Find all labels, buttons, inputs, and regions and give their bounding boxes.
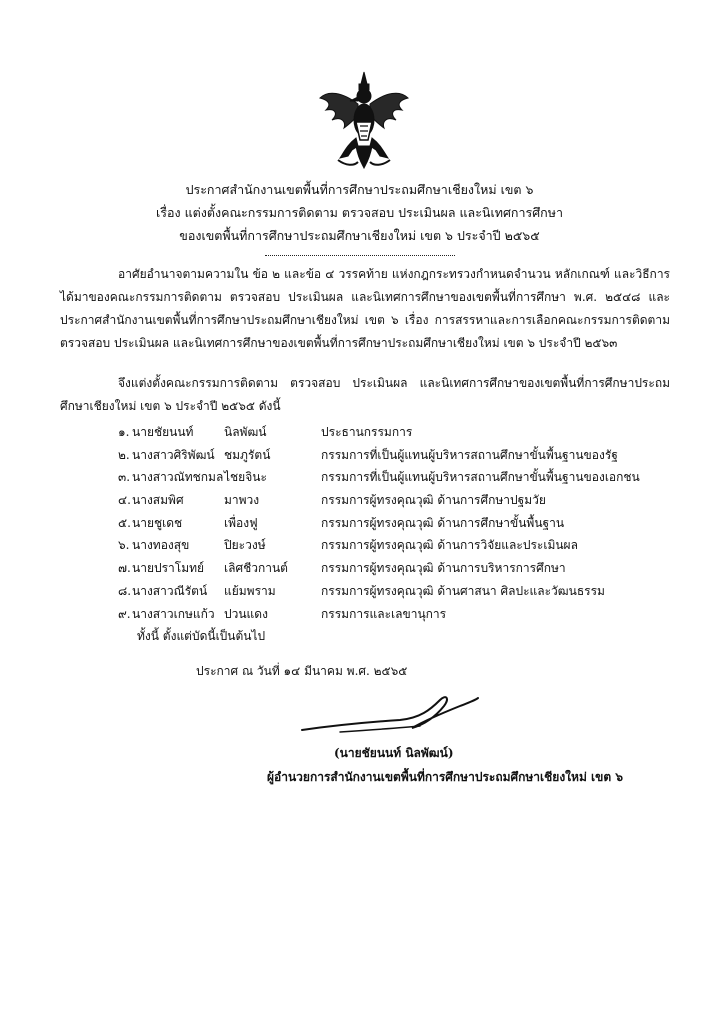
signatory-name: (นายชัยนนท์ นิลพัฒน์) (334, 746, 454, 760)
member-role: กรรมการที่เป็นผู้แทนผู้บริหารสถานศึกษาขั้นพื้นฐานของเอกชน (321, 470, 640, 485)
member-number: ๔. (118, 493, 131, 508)
garuda-emblem-icon (318, 70, 410, 170)
member-lastname: เพื่องฟู (224, 515, 258, 530)
member-firstname: นางสาวเกษแก้ว (132, 606, 215, 621)
member-number: ๗. (118, 561, 131, 576)
member-firstname: นายชูเดช (132, 515, 183, 530)
member-number: ๒. (118, 447, 130, 462)
member-row (118, 512, 640, 535)
member-number: ๓. (118, 470, 131, 485)
member-lastname: ชมภูรัตน์ (224, 447, 271, 462)
member-role: กรรมการผู้ทรงคุณวุฒิ ด้านศาสนา ศิลปะและวัฒนธรรม (321, 583, 605, 598)
announcement-subject-cont: ของเขตพื้นที่การศึกษาประถมศึกษาเชียงใหม่ เขต ๖ ประจำปี ๒๕๖๕ (179, 228, 540, 243)
member-number: ๙. (118, 606, 131, 621)
signature-icon (300, 690, 480, 750)
member-row (118, 489, 640, 512)
member-firstname: นายปราโมทย์ (132, 561, 205, 576)
member-lastname: มาพวง (224, 493, 260, 508)
member-row (118, 603, 640, 626)
body-paragraph-2 (60, 372, 670, 418)
announcement-date: ประกาศ ณ วันที่ ๑๔ มีนาคม พ.ศ. ๒๕๖๕ (196, 664, 408, 678)
member-role: กรรมการที่เป็นผู้แทนผู้บริหารสถานศึกษาขั้นพื้นฐานของรัฐ (321, 447, 618, 462)
body-paragraph-1 (60, 263, 670, 355)
member-role: กรรมการผู้ทรงคุณวุฒิ ด้านการวิจัยและประเมินผล (321, 538, 578, 553)
member-lastname: เลิศชีวกานต์ (224, 561, 288, 576)
member-lastname: ไชยจินะ (224, 470, 267, 485)
member-firstname: นางสาวณีรัตน์ (132, 583, 208, 598)
member-firstname: นายชัยนนท์ (132, 425, 194, 439)
member-firstname: นางสมพิศ (132, 493, 184, 508)
member-row (118, 444, 640, 467)
member-list (118, 421, 640, 625)
member-role: ประธานกรรมการ (321, 425, 413, 439)
member-role: กรรมการและเลขานุการ (321, 606, 447, 621)
announcement-subject: เรื่อง แต่งตั้งคณะกรรมการติดตาม ตรวจสอบ ประเมินผล และนิเทศการศึกษา (156, 205, 563, 220)
title-separator (265, 255, 455, 256)
effective-statement: ทั้งนี้ ตั้งแต่บัดนี้เป็นต้นไป (137, 629, 266, 643)
body-paragraph-1-text: อาศัยอำนาจตามความใน ข้อ ๒ และข้อ ๔ วรรคท้าย แห่งกฎกระทรวงกำหนดจำนวน หลักเกณฑ์ และวิธีการได้มาของคณะกรรมการติดตาม ตรวจสอบ ประเมินผล และนิเทศการศึกษาของเขตพื้นที่การศึกษา พ.ศ. ๒๕๔๘ และประกาศสำนักงานเขตพื้นที่การศึกษาประถมศึกษาเชียงใหม่ เขต ๖ เรื่อง การสรรหาและการเลือกคณะกรรมการติดตาม ตรวจสอบ ประเมินผล และนิเทศการศึกษาของเขตพื้นที่การศึกษาประถมศึกษาเชียงใหม่ เขต ๖ ประจำปี ๒๕๖๓ (60, 267, 670, 350)
member-role: กรรมการผู้ทรงคุณวุฒิ ด้านการศึกษาขั้นพื้นฐาน (321, 515, 565, 530)
member-row (118, 580, 640, 603)
signatory-position: ผู้อำนวยการสำนักงานเขตพื้นที่การศึกษาประถมศึกษาเชียงใหม่ เขต ๖ (267, 770, 623, 784)
member-lastname: ปิยะวงษ์ (224, 538, 266, 553)
member-row (118, 557, 640, 580)
member-number: ๑. (118, 425, 130, 439)
member-row (118, 466, 640, 489)
member-lastname: ปวนแดง (224, 606, 268, 621)
member-row (118, 421, 640, 444)
body-paragraph-2-text: จึงแต่งตั้งคณะกรรมการติดตาม ตรวจสอบ ประเมินผล และนิเทศการศึกษาของเขตพื้นที่การศึกษาประถมศึกษาเชียงใหม่ เขต ๖ ประจำปี ๒๕๖๕ ดังนี้ (60, 376, 670, 413)
member-lastname: นิลพัฒน์ (224, 425, 267, 439)
member-role: กรรมการผู้ทรงคุณวุฒิ ด้านการศึกษาปฐมวัย (321, 493, 546, 508)
member-role: กรรมการผู้ทรงคุณวุฒิ ด้านการบริหารการศึกษา (321, 561, 566, 576)
member-row (118, 534, 640, 557)
member-number: ๘. (118, 583, 132, 598)
member-number: ๕. (118, 515, 131, 530)
member-number: ๖. (118, 538, 130, 553)
member-firstname: นางสาวณัทชกมล (132, 470, 224, 485)
member-lastname: แย้มพราม (224, 583, 276, 598)
member-firstname: นางทองสุข (132, 538, 190, 553)
announcement-title: ประกาศสำนักงานเขตพื้นที่การศึกษาประถมศึกษาเชียงใหม่ เขต ๖ (185, 182, 534, 197)
member-firstname: นางสาวศิริพัฒน์ (132, 447, 215, 462)
